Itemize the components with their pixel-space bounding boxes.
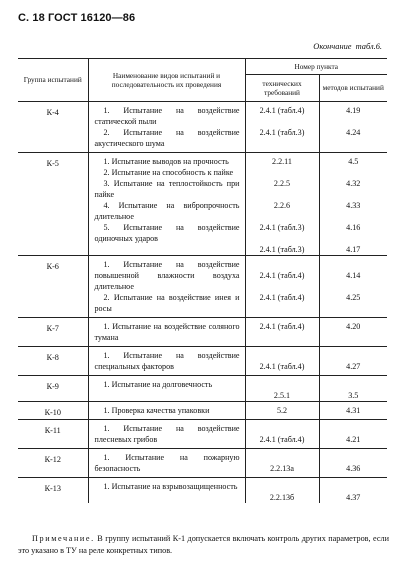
test-methods-cell — [319, 449, 387, 478]
tech-ref: 2.2.13б — [269, 493, 295, 502]
method-ref: 4.33 — [346, 201, 361, 210]
test-item: 1. Испытание выводов на прочность — [103, 157, 229, 166]
test-names-cell — [88, 318, 245, 347]
test-methods-cell — [319, 318, 387, 347]
test-item: 1. Испытание на взрывозащищенность — [103, 482, 238, 491]
method-ref: 4.16 — [346, 223, 361, 232]
test-methods-cell — [319, 347, 387, 376]
test-names-cell — [88, 376, 245, 402]
test-item: 2. Испытание на воздействие инея и росы — [94, 293, 240, 313]
test-methods-cell — [319, 102, 387, 153]
method-ref: 4.19 — [346, 106, 361, 115]
test-item: 1. Испытание на воздействие статической пыли — [94, 106, 240, 126]
method-ref: 4.25 — [346, 293, 361, 302]
method-ref: 3.5 — [348, 391, 359, 400]
test-names-cell — [88, 102, 245, 153]
test-names-cell — [88, 402, 245, 420]
group-cell: К-10 — [18, 402, 88, 420]
tech-ref: 2.4.1 (табл.4) — [259, 106, 305, 115]
column-header-tech: технических требований — [245, 75, 319, 102]
method-ref: 4.14 — [346, 271, 361, 280]
table-row — [18, 420, 387, 449]
tech-ref: 2.4.1 (табл.4) — [259, 271, 305, 280]
table-row — [18, 347, 387, 376]
footnote — [18, 533, 389, 556]
tech-ref: 2.4.1 (табл.4) — [259, 322, 305, 331]
method-ref: 4.27 — [346, 362, 361, 371]
test-names-cell — [88, 153, 245, 256]
test-methods-cell — [319, 376, 387, 402]
tech-ref: 2.2.6 — [273, 201, 291, 210]
method-ref: 4.37 — [346, 493, 361, 502]
tech-requirements-cell — [245, 153, 319, 256]
group-cell: К-7 — [18, 318, 88, 347]
column-header-methods: методов испытаний — [319, 75, 387, 102]
method-ref: 4.36 — [346, 464, 361, 473]
table-row — [18, 256, 387, 318]
test-names-cell — [88, 256, 245, 318]
test-item: 1. Испытание на воздействие специальных факторов — [94, 351, 240, 371]
tests-table — [18, 58, 387, 503]
table-continuation-caption: Окончание табл.6. — [313, 42, 382, 51]
test-methods-cell — [319, 420, 387, 449]
method-ref: 4.24 — [346, 128, 361, 137]
test-item: 1. Испытание на воздействие соляного тумана — [94, 322, 240, 342]
tech-requirements-cell — [245, 449, 319, 478]
test-item: 1. Испытание на воздействие повышенной влажности воздуха длительное — [94, 260, 240, 291]
group-cell: К-11 — [18, 420, 88, 449]
tech-ref: 2.5.1 — [273, 391, 291, 400]
footnote-label: Примечание. — [32, 534, 95, 543]
test-item: 4. Испытание на вибропрочность длительное — [94, 201, 240, 221]
tech-ref: 2.2.5 — [273, 179, 291, 188]
group-cell: К-8 — [18, 347, 88, 376]
group-cell: К-12 — [18, 449, 88, 478]
tech-requirements-cell — [245, 347, 319, 376]
table-row — [18, 318, 387, 347]
test-item: 1. Испытание на воздействие плесневых грибов — [94, 424, 240, 444]
group-cell: К-4 — [18, 102, 88, 153]
test-item: 1. Испытание на пожарную безопасность — [94, 453, 240, 473]
test-item: 2. Испытание на способность к пайке — [103, 168, 234, 177]
table-row — [18, 449, 387, 478]
group-cell: К-9 — [18, 376, 88, 402]
tech-ref: 2.4.1 (табл.3) — [259, 223, 305, 232]
table-row — [18, 153, 387, 256]
group-cell: К-6 — [18, 256, 88, 318]
group-cell: К-5 — [18, 153, 88, 256]
table-row — [18, 376, 387, 402]
test-names-cell — [88, 420, 245, 449]
test-item: 1. Испытание на долговечность — [103, 380, 213, 389]
tech-requirements-cell — [245, 318, 319, 347]
test-methods-cell — [319, 402, 387, 420]
tech-requirements-cell — [245, 102, 319, 153]
test-item: 5. Испытание на воздействие одиночных ударов — [94, 223, 240, 243]
tech-ref: 2.4.1 (табл.4) — [259, 293, 305, 302]
tech-requirements-cell — [245, 402, 319, 420]
test-item: 3. Испытание на теплостойкость при пайке — [94, 179, 240, 199]
test-methods-cell — [319, 256, 387, 318]
method-ref: 4.32 — [346, 179, 361, 188]
tech-requirements-cell — [245, 256, 319, 318]
method-ref: 4.20 — [346, 322, 361, 331]
tech-requirements-cell — [245, 478, 319, 504]
method-ref: 4.31 — [346, 406, 361, 415]
test-names-cell — [88, 449, 245, 478]
table-row — [18, 402, 387, 420]
tech-ref: 2.2.13а — [270, 464, 294, 473]
group-cell: К-13 — [18, 478, 88, 504]
tech-ref: 2.4.1 (табл.3) — [259, 128, 305, 137]
test-methods-cell — [319, 478, 387, 504]
method-ref: 4.21 — [346, 435, 361, 444]
column-header-group: Группа испытаний — [18, 59, 88, 102]
tech-requirements-cell — [245, 420, 319, 449]
method-ref: 4.17 — [346, 245, 361, 254]
test-item: 1. Проверка качества упаковки — [103, 406, 210, 415]
table-row — [18, 478, 387, 504]
column-header-name: Наименование видов испытаний и последовательность их проведения — [88, 59, 245, 102]
test-names-cell — [88, 478, 245, 504]
test-methods-cell — [319, 153, 387, 256]
column-header-number: Номер пункта — [245, 59, 387, 75]
test-names-cell — [88, 347, 245, 376]
table-row — [18, 102, 387, 153]
method-ref: 4.5 — [348, 157, 359, 166]
tech-ref: 2.2.11 — [272, 157, 292, 166]
tech-ref: 2.4.1 (табл.4) — [259, 435, 305, 444]
tech-ref: 2.4.1 (табл.4) — [259, 362, 305, 371]
test-item: 2. Испытание на воздействие акустического шума — [94, 128, 240, 148]
page-header: С. 18 ГОСТ 16120—86 — [18, 12, 136, 24]
tech-requirements-cell — [245, 376, 319, 402]
table-body — [18, 102, 387, 504]
footnote-text: В группу испытаний К-1 допускается включать контроль других параметров, если это указано в ТУ на реле конкретных типов. — [18, 534, 389, 555]
tech-ref: 2.4.1 (табл.3) — [259, 245, 305, 254]
tech-ref: 5.2 — [276, 406, 288, 415]
table-header — [18, 59, 387, 102]
